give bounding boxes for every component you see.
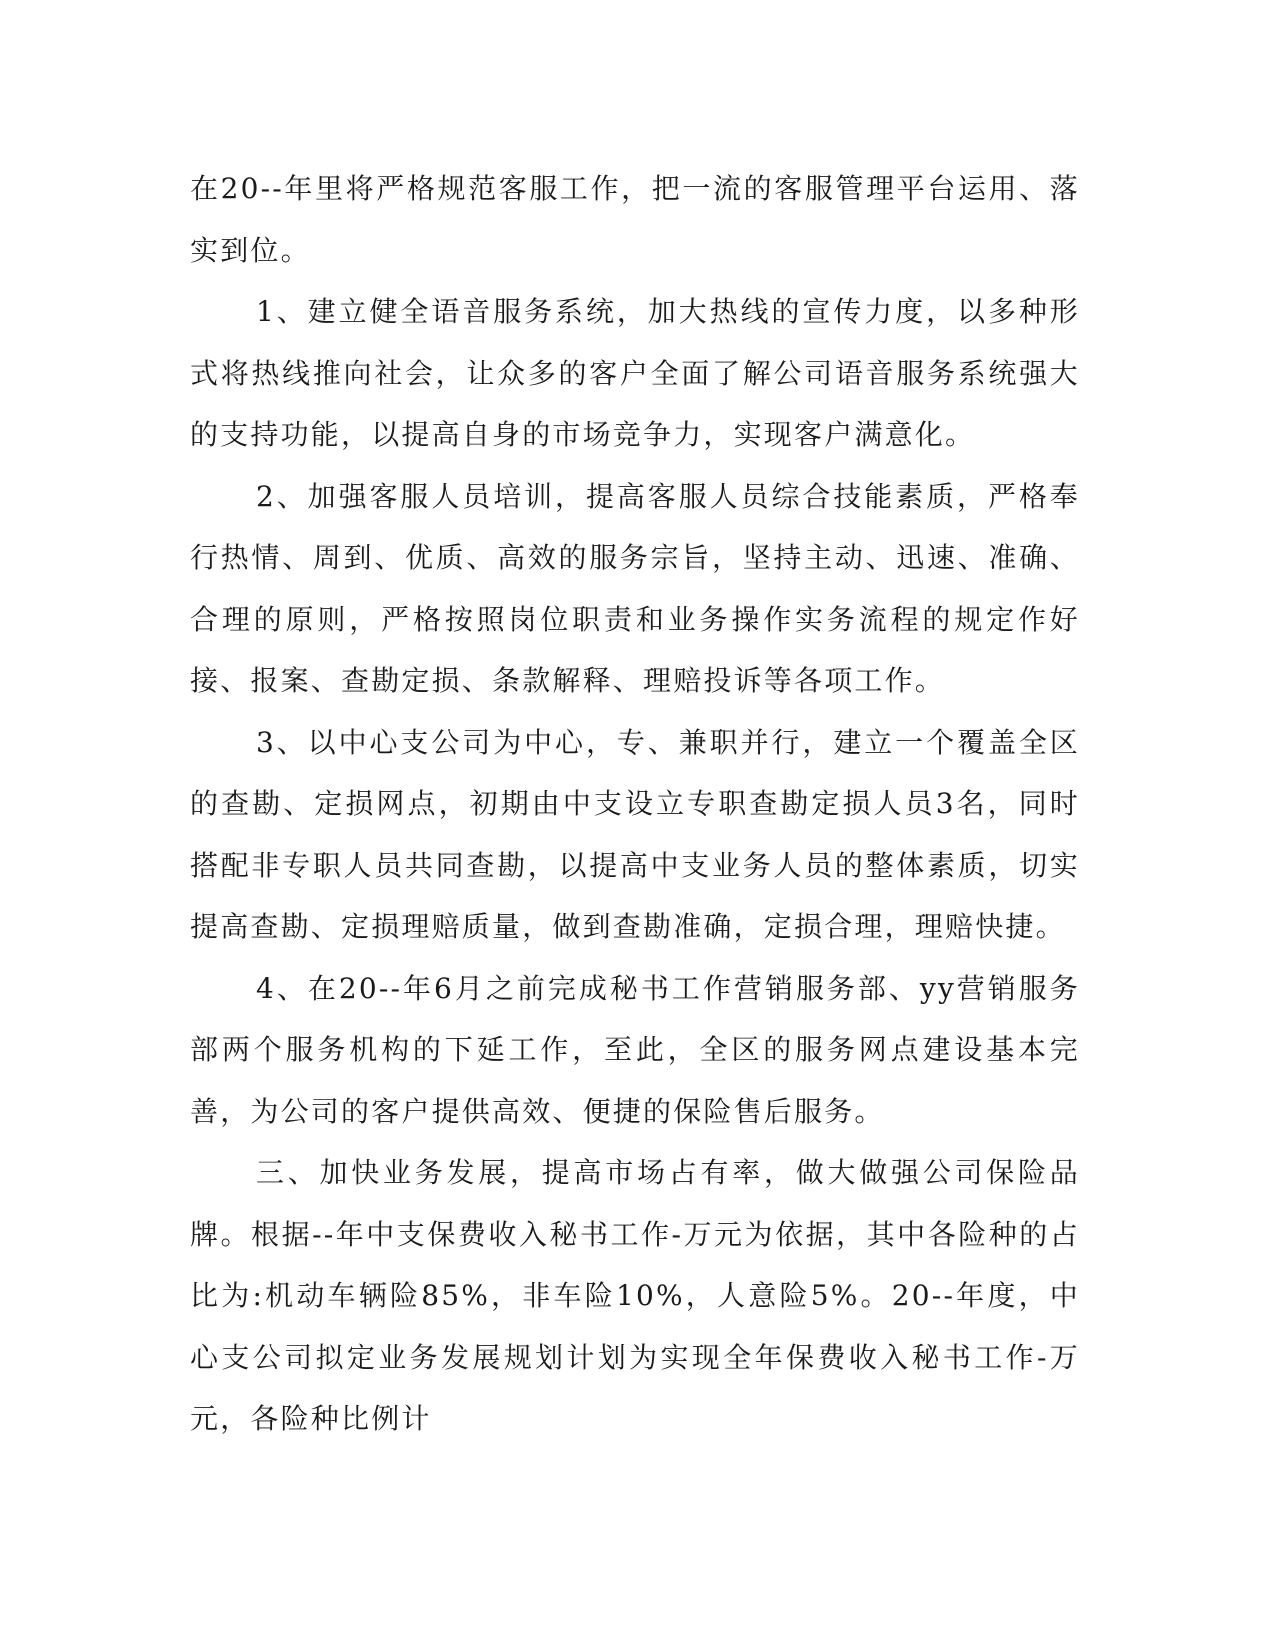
paragraph-section-three: 三、加快业务发展，提高市场占有率，做大做强公司保险品牌。根据--年中支保费收入秘书工作-万元为依据，其中各险种的占比为:机动车辆险85%，非车险10%，人意险5%。20--年度，中心支公司拟定业务发展规划计划为实现全年保费收入秘书工作-万元，各险种比例计 [190,1156,1080,1435]
paragraph-item-4: 4、在20--年6月之前完成秘书工作营销服务部、yy营销服务部两个服务机构的下延工作，至此，全区的服务网点建设基本完善，为公司的客户提供高效、便捷的保险售后服务。 [190,971,1080,1128]
paragraph-item-3: 3、以中心支公司为中心，专、兼职并行，建立一个覆盖全区的查勘、定损网点，初期由中支设立专职查勘定损人员3名，同时搭配非专职人员共同查勘，以提高中支业务人员的整体素质，切实提高查勘、定损理赔质量，做到查勘准确，定损合理，理赔快捷。 [190,725,1080,943]
document-body [190,158,1080,1450]
paragraph-item-2: 2、加强客服人员培训，提高客服人员综合技能素质，严格奉行热情、周到、优质、高效的服务宗旨，坚持主动、迅速、准确、合理的原则，严格按照岗位职责和业务操作实务流程的规定作好接、报案、查勘定损、条款解释、理赔投诉等各项工作。 [190,479,1080,697]
paragraph-intro: 在20--年里将严格规范客服工作，把一流的客服管理平台运用、落实到位。 [190,172,1080,267]
paragraph-item-1: 1、建立健全语音服务系统，加大热线的宣传力度，以多种形式将热线推向社会，让众多的客户全面了解公司语音服务系统强大的支持功能，以提高自身的市场竞争力，实现客户满意化。 [190,295,1080,451]
